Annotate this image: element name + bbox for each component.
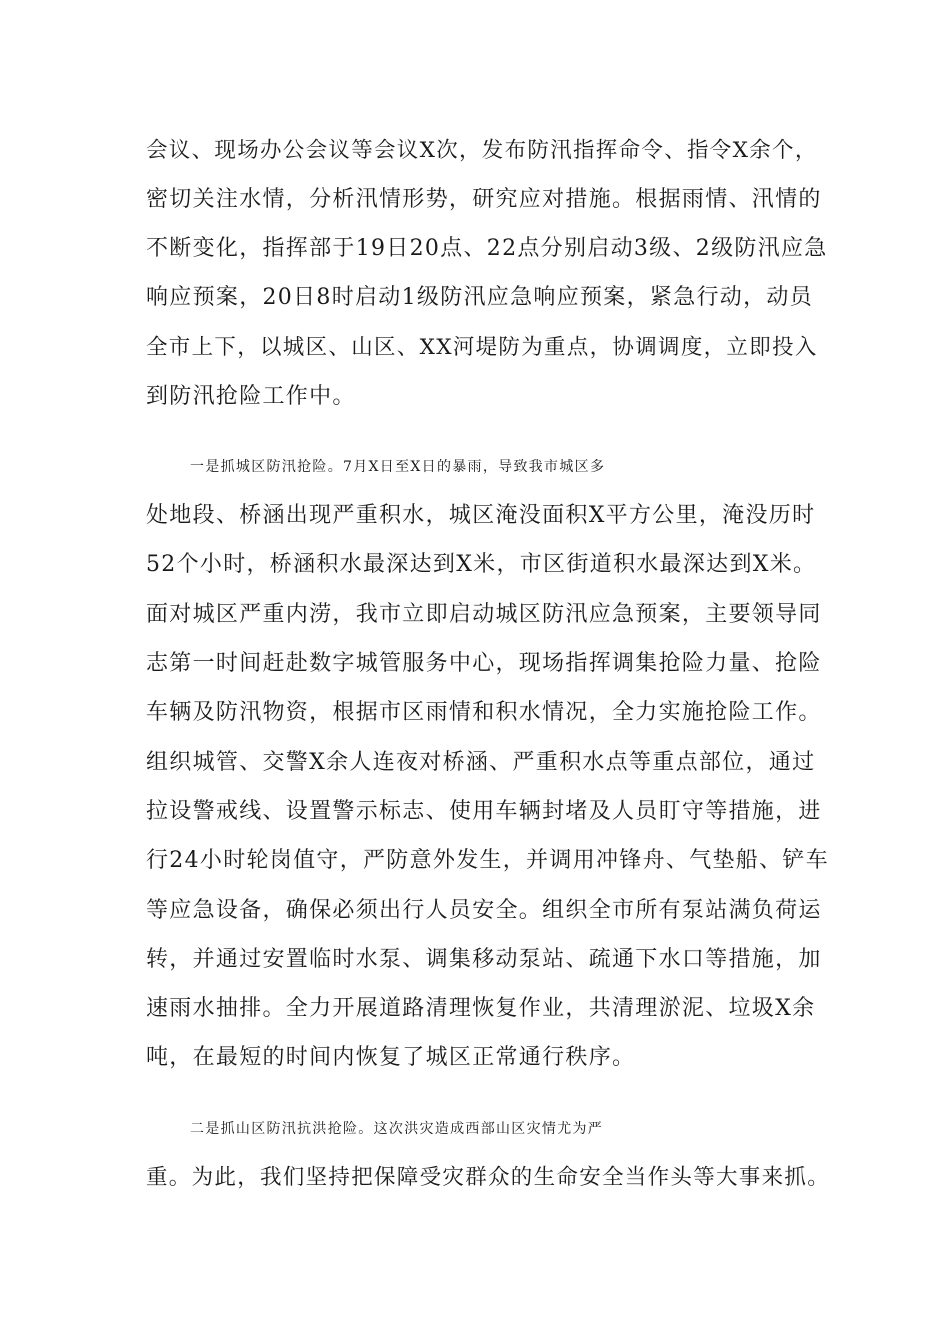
text-line: 组织城管、交警X余人连夜对桥涵、严重积水点等重点部位，通过 (146, 750, 816, 775)
text-line: 不断变化，指挥部于19日20点、22点分别启动3级、2级防汛应急 (146, 236, 828, 261)
text-line: 52个小时，桥涵积水最深达到X米，市区街道积水最深达到X米。 (146, 552, 817, 577)
text-line: 响应预案，20日8时启动1级防汛应急响应预案，紧急行动，动员 (146, 285, 813, 310)
text-line: 等应急设备，确保必须出行人员安全。组织全市所有泵站满负荷运 (146, 898, 822, 923)
text-line: 转，并通过安置临时水泵、调集移动泵站、疏通下水口等措施，加 (146, 947, 822, 972)
text-line: 行24小时轮岗值守，严防意外发生，并调用冲锋舟、气垫船、铲车 (146, 848, 829, 873)
text-line: 到防汛抢险工作中。 (146, 384, 356, 409)
text-line: 志第一时间赶赴数字城管服务中心，现场指挥调集抢险力量、抢险 (146, 651, 822, 676)
text-line: 拉设警戒线、设置警示标志、使用车辆封堵及人员盯守等措施，进 (146, 799, 822, 824)
text-line: 处地段、桥涵出现严重积水，城区淹没面积X平方公里，淹没历时 (146, 503, 816, 528)
text-line: 一是抓城区防汛抢险。7月X日至X日的暴雨，导致我市城区多 (190, 459, 606, 475)
text-line: 吨，在最短的时间内恢复了城区正常通行秩序。 (146, 1045, 636, 1070)
text-line: 全市上下，以城区、山区、XX河堤防为重点，协调调度，立即投入 (146, 335, 818, 360)
text-line: 面对城区严重内涝，我市立即启动城区防汛应急预案，主要领导同 (146, 602, 822, 627)
text-line: 会议、现场办公会议等会议X次，发布防汛指挥命令、指令X余个， (146, 138, 818, 163)
text-line: 二是抓山区防汛抗洪抢险。这次洪灾造成西部山区灾情尤为严 (190, 1121, 604, 1137)
text-line: 密切关注水情，分析汛情形势，研究应对措施。根据雨情、汛情的 (146, 187, 822, 212)
text-line: 重。为此，我们坚持把保障受灾群众的生命安全当作头等大事来抓。 (146, 1165, 831, 1190)
text-line: 速雨水抽排。全力开展道路清理恢复作业，共清理淤泥、垃圾X余 (146, 996, 816, 1021)
text-line: 车辆及防汛物资，根据市区雨情和积水情况，全力实施抢险工作。 (146, 700, 822, 725)
